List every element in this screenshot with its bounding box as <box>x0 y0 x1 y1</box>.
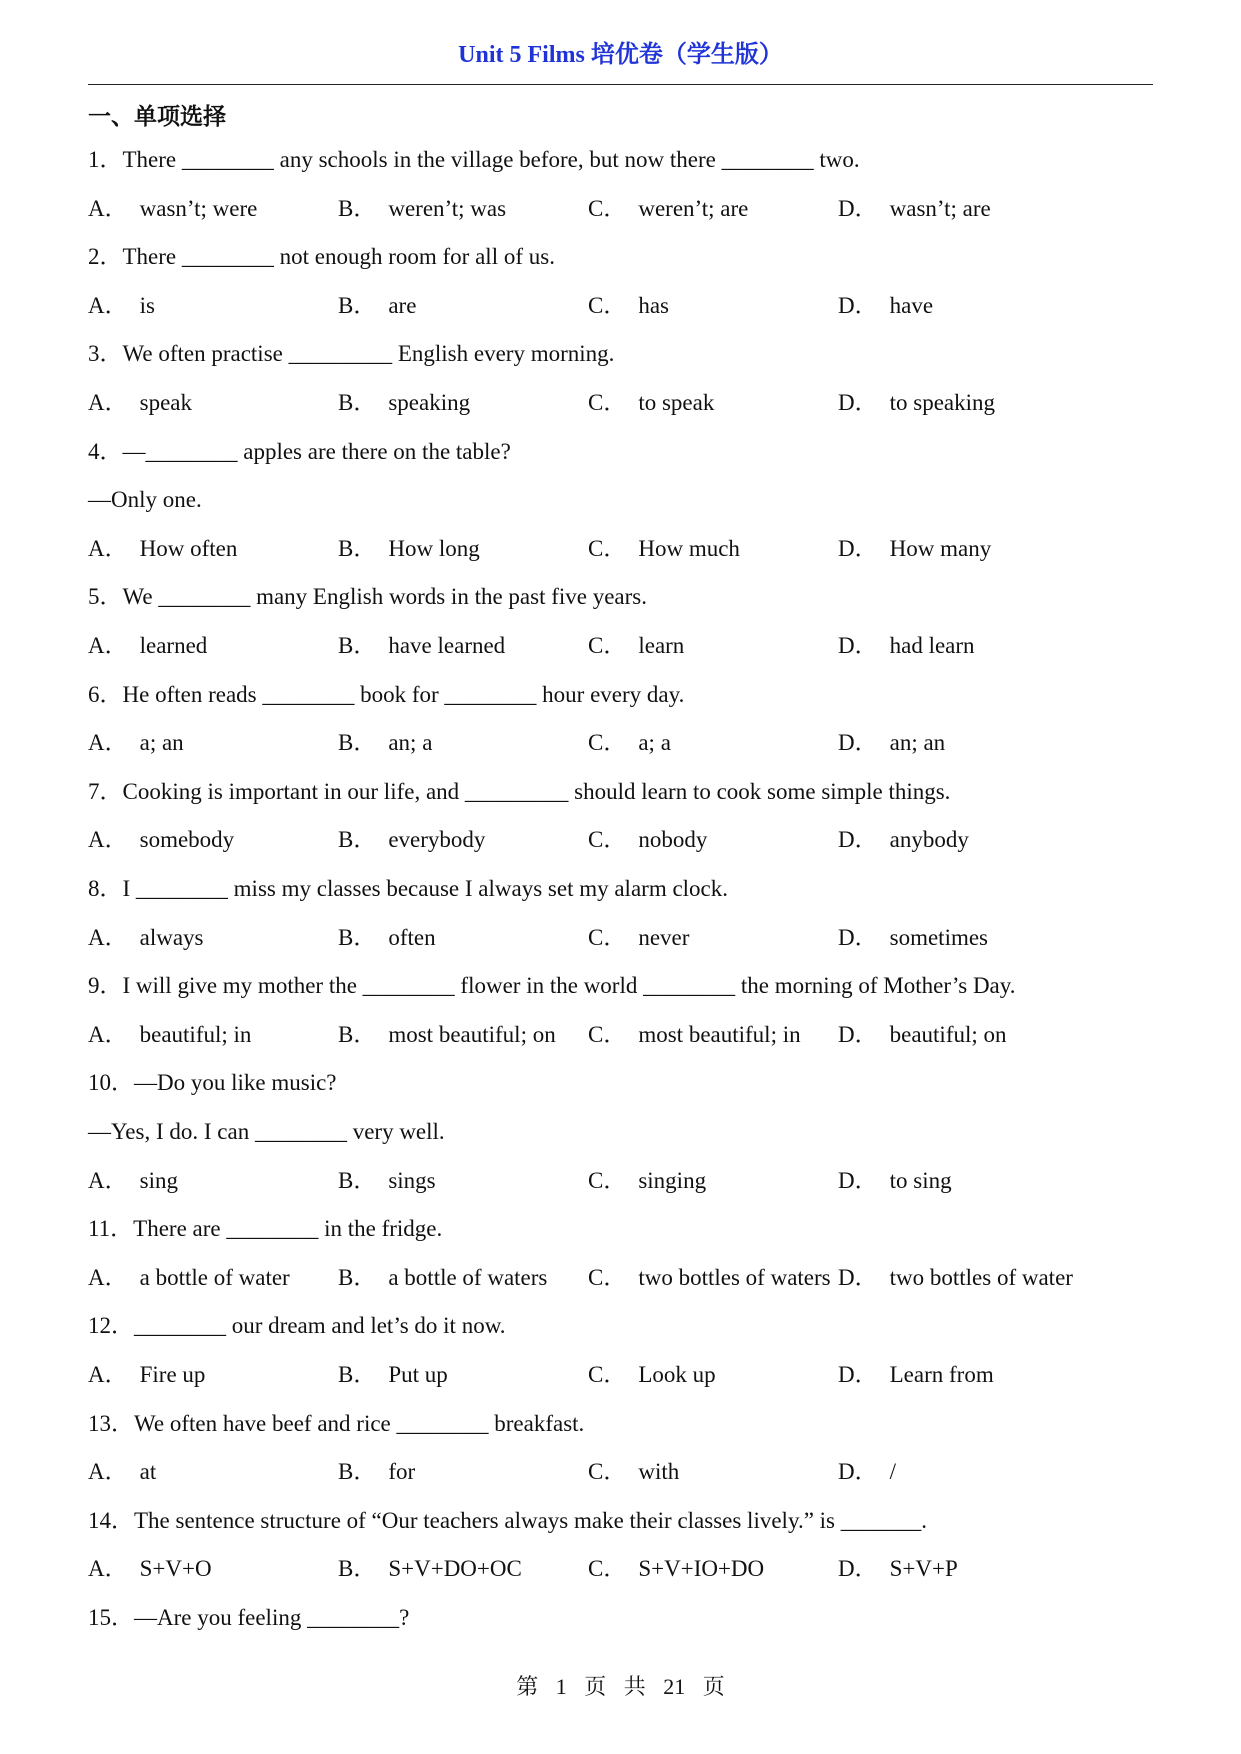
option-text: How often <box>139 535 238 561</box>
option-text: Fire up <box>139 1362 206 1387</box>
question-stem: 9．I will give my mother the ________ flower in the world ________ the morning of Mother’s Day. <box>88 973 1016 999</box>
answer-option <box>338 631 505 661</box>
answer-option <box>338 825 485 855</box>
question-stem: 10．—Do you like music? <box>88 1070 337 1096</box>
option-letter: C． <box>588 292 627 318</box>
answer-option <box>838 194 991 224</box>
answer-option <box>838 923 988 953</box>
option-letter: D． <box>838 535 878 561</box>
option-text: wasn’t; were <box>139 195 258 221</box>
option-letter: A． <box>88 195 128 221</box>
answer-option <box>588 631 684 661</box>
option-text: always <box>139 924 204 950</box>
answer-option <box>838 631 975 661</box>
answer-option <box>588 1020 801 1050</box>
option-text: anybody <box>889 827 969 853</box>
answer-option <box>838 1554 958 1584</box>
question-stem: 15．—Are you feeling ________? <box>88 1605 410 1630</box>
answer-option <box>588 1166 706 1196</box>
option-text: weren’t; was <box>388 195 507 221</box>
option-letter: A． <box>88 1167 128 1193</box>
option-text: sings <box>388 1167 436 1193</box>
option-text: two bottles of water <box>889 1264 1073 1290</box>
answer-option <box>338 1020 556 1050</box>
option-letter: B． <box>338 730 377 756</box>
option-letter: B． <box>338 1264 377 1290</box>
option-letter: B． <box>338 292 377 318</box>
option-text: nobody <box>638 827 708 853</box>
option-letter: C． <box>588 827 627 853</box>
answer-option <box>838 534 991 564</box>
option-letter: A． <box>88 827 128 853</box>
option-text: sing <box>139 1167 178 1193</box>
option-text: S+V+DO+OC <box>388 1556 522 1582</box>
page-footer <box>0 1670 1241 1701</box>
answer-option <box>338 1554 522 1584</box>
option-text: wasn’t; are <box>889 195 991 221</box>
question-stem: 1．There ________ any schools in the village before, but now there ________ two. <box>88 147 860 172</box>
option-letter: C． <box>588 924 627 950</box>
option-text: two bottles of waters <box>638 1264 831 1290</box>
answer-option <box>588 194 748 224</box>
option-letter: D． <box>838 390 878 415</box>
option-letter: A． <box>88 924 128 950</box>
option-text: Look up <box>638 1362 716 1387</box>
option-text: most beautiful; on <box>388 1021 556 1047</box>
header-rule <box>88 84 1153 85</box>
option-letter: D． <box>838 195 878 221</box>
answer-option <box>338 194 506 224</box>
option-text: speak <box>139 390 192 415</box>
option-letter: D． <box>838 1459 878 1485</box>
option-text: for <box>388 1459 416 1485</box>
question-stem: 8．I ________ miss my classes because I always set my alarm clock. <box>88 876 729 901</box>
answer-option <box>588 825 707 855</box>
section-title: 一、单项选择 <box>88 104 226 129</box>
answer-option <box>88 825 234 855</box>
option-text: an; a <box>388 730 433 756</box>
option-text: have <box>889 292 934 318</box>
option-text: weren’t; are <box>638 195 749 221</box>
option-letter: B． <box>338 1459 377 1485</box>
answer-option <box>88 923 204 953</box>
option-letter: C． <box>588 195 627 221</box>
answer-option <box>88 1457 156 1487</box>
answer-option <box>88 534 237 564</box>
footer-page-unit: 页 <box>584 1674 607 1699</box>
option-letter: D． <box>838 633 878 658</box>
answer-option <box>588 1263 831 1293</box>
option-letter: A． <box>88 390 128 415</box>
question-stem: 12．________ our dream and let’s do it now. <box>88 1313 506 1339</box>
option-text: have learned <box>388 633 506 658</box>
answer-option <box>338 1457 415 1487</box>
option-letter: A． <box>88 730 128 756</box>
answer-option <box>588 728 671 758</box>
option-text: How long <box>388 535 480 561</box>
answer-option <box>838 1360 994 1390</box>
option-letter: D． <box>838 730 878 756</box>
question-stem: 11．There are ________ in the fridge. <box>88 1216 443 1242</box>
answer-option <box>838 825 969 855</box>
option-text: learn <box>638 633 685 658</box>
answer-option <box>838 1457 896 1487</box>
option-letter: C． <box>588 1264 627 1290</box>
option-letter: B． <box>338 390 377 415</box>
footer-total-pages: 21 <box>663 1674 686 1699</box>
question-stem: 4．—________ apples are there on the table? <box>88 438 511 464</box>
option-letter: C． <box>588 1167 627 1193</box>
option-text: S+V+P <box>889 1556 958 1582</box>
option-letter: A． <box>88 1362 128 1387</box>
option-text: a bottle of water <box>139 1264 290 1290</box>
option-text: beautiful; in <box>139 1021 252 1047</box>
answer-option <box>88 1020 251 1050</box>
option-letter: C． <box>588 633 627 658</box>
option-letter: B． <box>338 195 377 221</box>
answer-option <box>338 1263 547 1293</box>
question-stem: 2．There ________ not enough room for all of us. <box>88 244 555 270</box>
option-letter: C． <box>588 730 627 756</box>
answer-option <box>588 1360 716 1390</box>
option-text: sometimes <box>889 924 989 950</box>
question-stem: 6．He often reads ________ book for ________ hour every day. <box>88 681 685 707</box>
option-letter: C． <box>588 535 627 561</box>
answer-option <box>588 923 689 953</box>
option-text: never <box>638 924 690 950</box>
option-text: to sing <box>889 1167 952 1193</box>
answer-option <box>588 1457 679 1487</box>
answer-option <box>588 1554 764 1584</box>
option-text: most beautiful; in <box>638 1021 801 1047</box>
answer-option <box>838 388 995 418</box>
option-text: How much <box>638 535 740 561</box>
answer-option <box>88 1263 290 1293</box>
option-letter: D． <box>838 1556 878 1582</box>
question-stem-continued: —Yes, I do. I can ________ very well. <box>88 1119 445 1144</box>
answer-option <box>88 728 184 758</box>
answer-option <box>838 728 945 758</box>
answer-option <box>838 291 933 321</box>
option-text: an; an <box>889 730 946 756</box>
option-letter: C． <box>588 1556 627 1582</box>
option-letter: A． <box>88 1556 128 1582</box>
option-text: is <box>139 292 155 318</box>
answer-option <box>88 631 207 661</box>
option-letter: A． <box>88 633 128 658</box>
option-letter: A． <box>88 1021 128 1047</box>
option-letter: D． <box>838 1362 878 1387</box>
option-letter: D． <box>838 1167 878 1193</box>
option-text: beautiful; on <box>889 1021 1007 1047</box>
option-text: a; an <box>139 730 184 756</box>
answer-option <box>338 1166 436 1196</box>
answer-option <box>588 388 714 418</box>
option-text: a; a <box>638 730 671 756</box>
answer-option <box>338 534 480 564</box>
option-text: / <box>889 1459 897 1485</box>
option-letter: D． <box>838 827 878 853</box>
question-stem: 7．Cooking is important in our life, and _________ should learn to cook some simple things. <box>88 778 951 804</box>
option-letter: B． <box>338 1556 377 1582</box>
option-letter: B． <box>338 1167 377 1193</box>
option-text: at <box>139 1459 157 1485</box>
option-text: has <box>638 292 670 318</box>
question-stem-continued: —Only one. <box>88 487 202 513</box>
question-stem: 5．We ________ many English words in the past five years. <box>88 584 647 610</box>
question-stem: 3．We often practise _________ English every morning. <box>88 341 615 367</box>
answer-option <box>88 291 155 321</box>
option-text: everybody <box>388 827 486 853</box>
option-text: with <box>638 1459 680 1485</box>
option-letter: B． <box>338 924 377 950</box>
answer-option <box>838 1020 1007 1050</box>
option-text: often <box>388 924 436 950</box>
option-text: to speaking <box>889 390 996 415</box>
answer-option <box>588 534 740 564</box>
option-letter: A． <box>88 1264 128 1290</box>
footer-page-label: 第 <box>516 1674 539 1699</box>
answer-option <box>88 194 257 224</box>
footer-total-label: 共 <box>623 1674 646 1699</box>
option-letter: B． <box>338 827 377 853</box>
option-letter: B． <box>338 1021 377 1047</box>
option-text: Put up <box>388 1362 448 1387</box>
option-letter: A． <box>88 535 128 561</box>
answer-option <box>338 728 432 758</box>
option-letter: B． <box>338 1362 377 1387</box>
option-text: learned <box>139 633 208 658</box>
option-text: S+V+O <box>139 1556 212 1582</box>
option-letter: C． <box>588 1021 627 1047</box>
option-text: speaking <box>388 390 471 415</box>
option-letter: C． <box>588 390 627 415</box>
question-stem: 14．The sentence structure of “Our teachers always make their classes lively.” is _______. <box>88 1507 927 1533</box>
answer-option <box>88 1360 205 1390</box>
option-text: singing <box>638 1167 707 1193</box>
document-title: Unit 5 Films 培优卷（学生版） <box>458 42 783 68</box>
option-letter: B． <box>338 633 377 658</box>
option-letter: C． <box>588 1459 627 1485</box>
question-stem: 13．We often have beef and rice ________ breakfast. <box>88 1410 585 1436</box>
option-text: S+V+IO+DO <box>638 1556 765 1582</box>
answer-option <box>838 1166 952 1196</box>
option-text: somebody <box>139 827 235 853</box>
footer-page-number: 1 <box>555 1674 567 1699</box>
answer-option <box>338 923 436 953</box>
option-letter: A． <box>88 292 128 318</box>
option-text: to speak <box>638 390 715 415</box>
option-letter: C． <box>588 1362 627 1387</box>
answer-option <box>88 1166 178 1196</box>
answer-option <box>338 1360 448 1390</box>
option-text: Learn from <box>889 1362 994 1387</box>
answer-option <box>338 388 470 418</box>
option-letter: D． <box>838 924 878 950</box>
answer-option <box>338 291 416 321</box>
answer-option <box>588 291 669 321</box>
option-text: are <box>388 292 417 318</box>
option-text: a bottle of waters <box>388 1264 548 1290</box>
option-text: How many <box>889 535 992 561</box>
option-text: had learn <box>889 633 975 658</box>
option-letter: D． <box>838 292 878 318</box>
answer-option <box>88 388 192 418</box>
option-letter: D． <box>838 1021 878 1047</box>
answer-option <box>88 1554 212 1584</box>
answer-option <box>838 1263 1073 1293</box>
option-letter: B． <box>338 535 377 561</box>
footer-total-unit: 页 <box>702 1674 725 1699</box>
option-letter: A． <box>88 1459 128 1485</box>
option-letter: D． <box>838 1264 878 1290</box>
